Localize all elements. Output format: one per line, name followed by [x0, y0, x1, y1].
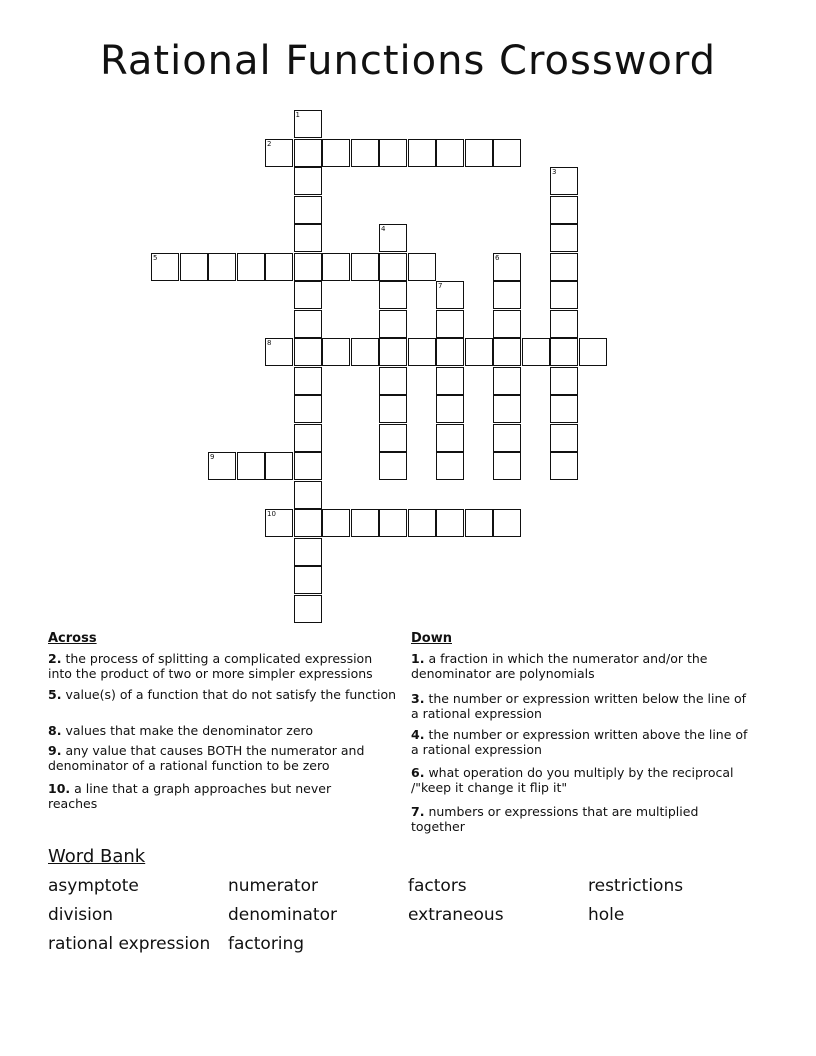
crossword-cell[interactable]: [550, 281, 578, 309]
crossword-cell[interactable]: [436, 281, 464, 309]
clue-number: 10: [267, 510, 276, 518]
down-clue-7: 7. numbers or expressions that are multiplied together: [411, 804, 699, 834]
crossword-cell[interactable]: [379, 281, 407, 309]
crossword-cell[interactable]: [436, 424, 464, 452]
word-bank-item: restrictions: [588, 876, 684, 896]
word-bank-item: numerator: [228, 876, 319, 896]
clue-number: 8: [267, 339, 272, 347]
across-clue-10: 10. a line that a graph approaches but never reaches: [48, 781, 332, 811]
crossword-cell[interactable]: [436, 509, 464, 537]
crossword-cell[interactable]: [550, 367, 578, 395]
word-bank-item: hole: [588, 905, 625, 925]
crossword-cell[interactable]: [436, 395, 464, 423]
crossword-cell[interactable]: [493, 253, 521, 281]
crossword-cell[interactable]: [408, 139, 436, 167]
crossword-cell[interactable]: [265, 253, 293, 281]
crossword-cell[interactable]: [294, 395, 322, 423]
crossword-cell[interactable]: [151, 253, 179, 281]
crossword-cell[interactable]: [351, 509, 379, 537]
crossword-cell[interactable]: [436, 139, 464, 167]
word-bank-item: extraneous: [408, 905, 504, 925]
crossword-cell[interactable]: [550, 167, 578, 195]
crossword-cell[interactable]: [294, 595, 322, 623]
crossword-cell[interactable]: [351, 253, 379, 281]
crossword-cell[interactable]: [493, 139, 521, 167]
crossword-cell[interactable]: [208, 253, 236, 281]
clue-number: 4: [381, 225, 386, 233]
crossword-cell[interactable]: [550, 253, 578, 281]
crossword-cell[interactable]: [379, 253, 407, 281]
crossword-cell[interactable]: [322, 253, 350, 281]
crossword-cell[interactable]: [408, 509, 436, 537]
clue-number: 9: [210, 453, 215, 461]
crossword-cell[interactable]: [294, 253, 322, 281]
crossword-cell[interactable]: [294, 196, 322, 224]
word-bank-item: factors: [408, 876, 467, 896]
crossword-cell[interactable]: [465, 338, 493, 366]
crossword-cell[interactable]: [322, 139, 350, 167]
clue-number: 5: [153, 253, 158, 262]
crossword-cell[interactable]: [351, 139, 379, 167]
clue-number: 1: [295, 111, 300, 119]
crossword-cell[interactable]: [294, 452, 322, 480]
clue-number: 2: [267, 139, 272, 148]
across-heading: Across: [48, 631, 97, 646]
crossword-cell[interactable]: [322, 509, 350, 537]
crossword-cell[interactable]: [522, 338, 550, 366]
down-clue-4: 4. the number or expression written above the line of a rational expression: [411, 727, 748, 757]
word-bank-heading: Word Bank: [48, 846, 146, 867]
clue-number: 6: [495, 253, 500, 262]
crossword-cell[interactable]: [550, 338, 578, 366]
crossword-cell[interactable]: [493, 452, 521, 480]
down-clue-3: 3. the number or expression written below the line of a rational expression: [411, 691, 747, 721]
word-bank-item: rational expression: [48, 934, 211, 954]
down-clue-6: 6. what operation do you multiply by the reciprocal /"keep it change it flip it": [411, 765, 734, 795]
crossword-cell[interactable]: [294, 481, 322, 509]
across-clue-8: 8. values that make the denominator zero: [48, 723, 314, 738]
crossword-cell[interactable]: [408, 338, 436, 366]
crossword-cell[interactable]: [265, 338, 293, 366]
crossword-cell[interactable]: [294, 310, 322, 338]
crossword-cell[interactable]: [493, 509, 521, 537]
crossword-cell[interactable]: [322, 338, 350, 366]
crossword-cell[interactable]: [379, 139, 407, 167]
crossword-cell[interactable]: [294, 139, 322, 167]
crossword-cell[interactable]: [550, 395, 578, 423]
crossword-cell[interactable]: [550, 196, 578, 224]
crossword-cell[interactable]: [379, 395, 407, 423]
crossword-cell[interactable]: [379, 224, 407, 252]
clue-number: 7: [438, 282, 443, 290]
crossword-cell[interactable]: [436, 367, 464, 395]
crossword-cell[interactable]: [493, 281, 521, 309]
crossword-cell[interactable]: [493, 338, 521, 366]
across-clue-2: 2. the process of splitting a complicated expression into the product of two or more simpler expressions: [48, 651, 373, 681]
crossword-cell[interactable]: [294, 424, 322, 452]
across-clue-5: 5. value(s) of a function that do not satisfy the function: [48, 687, 397, 702]
crossword-cell[interactable]: [550, 452, 578, 480]
crossword-cell[interactable]: [465, 139, 493, 167]
crossword-cell[interactable]: [436, 338, 464, 366]
crossword-cell[interactable]: [436, 310, 464, 338]
word-bank-item: asymptote: [48, 876, 139, 896]
crossword-cell[interactable]: [180, 253, 208, 281]
crossword-cell[interactable]: [294, 167, 322, 195]
crossword-cell[interactable]: [493, 424, 521, 452]
crossword-cell[interactable]: [208, 452, 236, 480]
crossword-cell[interactable]: [379, 452, 407, 480]
crossword-cell[interactable]: [379, 367, 407, 395]
crossword-cell[interactable]: [465, 509, 493, 537]
crossword-cell[interactable]: [294, 538, 322, 566]
crossword-cell[interactable]: [294, 338, 322, 366]
crossword-cell[interactable]: [436, 452, 464, 480]
across-clue-9: 9. any value that causes BOTH the numerator and denominator of a rational function to be zero: [48, 743, 365, 773]
crossword-cell[interactable]: [379, 509, 407, 537]
crossword-cell[interactable]: [294, 224, 322, 252]
word-bank-item: division: [48, 905, 114, 925]
crossword-cell[interactable]: [294, 281, 322, 309]
crossword-cell[interactable]: [265, 452, 293, 480]
crossword-cell[interactable]: [237, 452, 265, 480]
crossword-cell[interactable]: [294, 509, 322, 537]
crossword-cell[interactable]: [294, 367, 322, 395]
crossword-cell[interactable]: [379, 310, 407, 338]
crossword-cell[interactable]: [493, 310, 521, 338]
crossword-cell[interactable]: [294, 110, 322, 138]
crossword-cell[interactable]: [265, 139, 293, 167]
crossword-cell[interactable]: [294, 566, 322, 594]
crossword-cell[interactable]: [379, 338, 407, 366]
crossword-cell[interactable]: [351, 338, 379, 366]
down-heading: Down: [411, 631, 452, 646]
crossword-cell[interactable]: [579, 338, 607, 366]
crossword-cell[interactable]: [550, 424, 578, 452]
crossword-cell[interactable]: [265, 509, 293, 537]
crossword-cell[interactable]: [493, 395, 521, 423]
crossword-cell[interactable]: [550, 310, 578, 338]
crossword-cell[interactable]: [493, 367, 521, 395]
word-bank-item: factoring: [228, 934, 305, 954]
crossword-cell[interactable]: [379, 424, 407, 452]
clue-number: 3: [552, 168, 557, 176]
crossword-cell[interactable]: [408, 253, 436, 281]
down-clue-1: 1. a fraction in which the numerator and/or the denominator are polynomials: [411, 651, 708, 681]
word-bank-item: denominator: [228, 905, 337, 925]
crossword-cell[interactable]: [550, 224, 578, 252]
crossword-cell[interactable]: [237, 253, 265, 281]
page-title: Rational Functions Crossword: [99, 38, 717, 84]
